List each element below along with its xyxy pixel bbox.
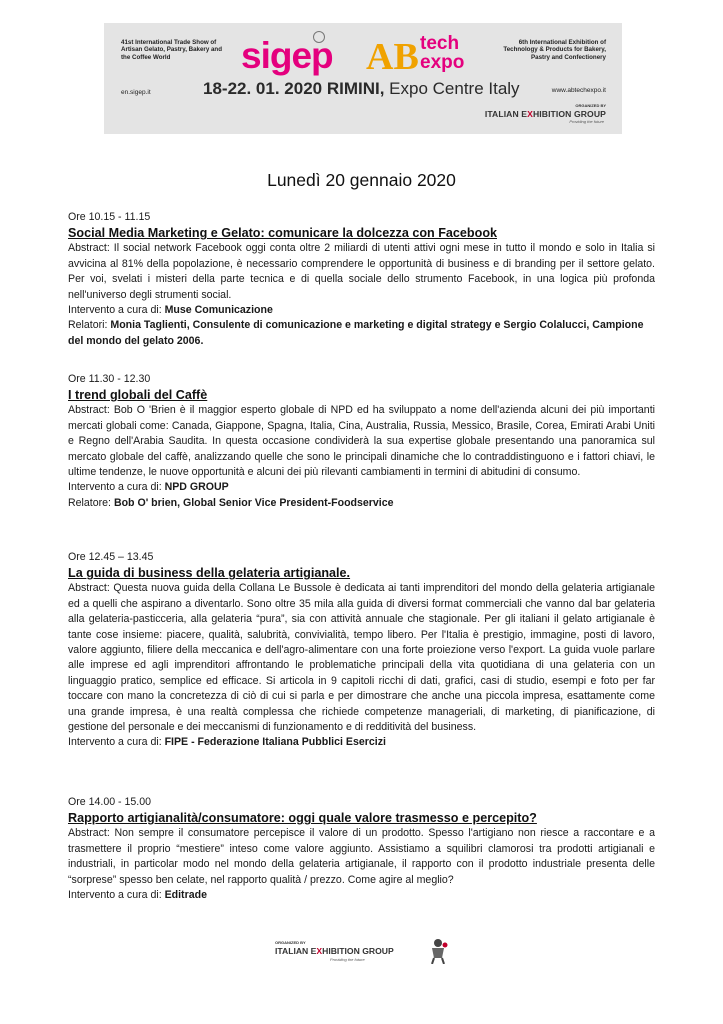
session-abstract: Abstract: Il social network Facebook oggi conta oltre 2 miliardi di utenti attivi ogni mese in tutto il mondo e solo in Italia si avvicina al 81% della popolazione, è necessario comprendere le opportunità di business e di branding per il settore gelato. Per voi, svelati i misteri della parte tecnica e di quella sociale dello strumento Facebook, in una logica più profonda nell'universo degli strumenti social. <box>68 242 655 301</box>
ieg-tagline: Providing the future <box>569 119 604 124</box>
speakers-label: Relatore: <box>68 496 114 509</box>
organizer-name: Editrade <box>164 889 207 902</box>
event-dates-bold: 18-22. 01. 2020 RIMINI, <box>203 79 385 98</box>
session-title: Social Media Marketing e Gelato: comunicare la dolcezza con Facebook <box>68 226 498 241</box>
session-organizer <box>68 888 655 903</box>
ieg-logo <box>485 109 606 119</box>
abtech-logo-expo: expo <box>420 52 465 73</box>
ieg-logo-part: HIBITION GROUP <box>532 109 606 119</box>
session-abstract: Abstract: Bob O 'Brien è il maggior esperto globale di NPD ed ha sviluppato a nome dell'azienda alcuni dei più importanti mercati globali come: Canada, Giappone, Spagna, Italia, Cina, Australia, Russia, Messico, Brasile, Corea, Emirati Arabi Uniti e Regno dell'Arabia Saudita. In questa occasione condividerà la sua expertise globale presentando una panoramica sul mercato globale del caffè, analizzando quelle che sono le principali dinamiche che lo contraddistinguono e i fattori chiavi, le ultime tendenze, le nuove opportunità e alcuni dei più rilevanti cambiamenti in termini di abitudini di consumo. <box>68 404 655 479</box>
abtech-logo-mark: AB <box>366 36 419 78</box>
sigep-logo: sigep <box>241 35 333 76</box>
abtech-url[interactable]: www.abtechexpo.it <box>551 87 606 94</box>
footer-organized-by: ORGANIZED BY <box>275 940 306 945</box>
footer-ieg-tagline: Providing the future <box>330 957 365 962</box>
ieg-logo-part: ITALIAN E <box>484 109 528 119</box>
abtech-logo-tech: tech <box>420 33 460 54</box>
session-title: Rapporto artigianalità/consumatore: oggi quale valore trasmesso e percepito? <box>68 811 537 826</box>
session-time: Ore 12.45 – 13.45 <box>68 551 154 563</box>
session-speakers <box>68 496 655 511</box>
organizer-label: Intervento a cura di: <box>68 736 165 749</box>
sigep-description: 41st International Trade Show of Artisan Gelato, Pastry, Bakery and the Coffee World <box>121 39 222 61</box>
session-title: La guida di business della gelateria artigianale. <box>68 566 351 581</box>
organizer-label: Intervento a cura di: <box>68 889 165 902</box>
organizer-name: Muse Comunicazione <box>164 304 273 317</box>
session-3 <box>68 550 655 751</box>
session-1 <box>68 210 655 349</box>
session-abstract: Abstract: Non sempre il consumatore percepisce il valore di un prodotto. Spesso l'artigiano non riesce a raccontare e a trasmettere il proprio “mestiere” inteso come valore aggiunto. Assistiamo a squilibri clamorosi tra prodotti artigianali e industriali, in particolar modo nel mondo della gelateria artigianale, il rapporto con il prodotto industriale presenta delle “sorprese” spesso ben celate, nel rapporto qualità / prezzo. Come agire al meglio? <box>68 827 655 886</box>
session-speakers <box>68 318 655 349</box>
session-title: I trend globali del Caffè <box>68 388 208 403</box>
organizer-label: Intervento a cura di: <box>68 481 165 494</box>
session-organizer <box>68 480 655 495</box>
event-venue: Expo Centre Italy <box>384 79 520 98</box>
speakers-names: Bob O' brien, Global Senior Vice President-Foodservice <box>113 496 394 509</box>
mascot-icon <box>426 938 450 964</box>
speakers-names: Monia Taglienti, Consulente di comunicazione e marketing e digital strategy e Sergio Colalucci, Campione del mondo del gelato 2006. <box>68 319 644 347</box>
page-title: Lunedì 20 gennaio 2020 <box>267 170 456 190</box>
session-time: Ore 11.30 - 12.30 <box>68 373 151 385</box>
organizer-name: NPD GROUP <box>164 481 229 494</box>
ieg-logo-x: X <box>527 109 533 119</box>
header-banner <box>104 23 622 134</box>
organized-by-label: ORGANIZED BY <box>575 103 606 108</box>
session-4 <box>68 795 655 903</box>
session-time: Ore 10.15 - 11.15 <box>68 211 151 223</box>
sigep-badge-icon <box>313 31 325 43</box>
speakers-label: Relatori: <box>68 319 111 332</box>
event-dates <box>203 79 520 99</box>
ieg-logo-part: ITALIAN E <box>275 946 317 956</box>
session-2 <box>68 372 655 511</box>
footer-ieg-logo <box>275 946 394 956</box>
sigep-url[interactable]: en.sigep.it <box>121 89 151 96</box>
ieg-logo-x: X <box>316 946 323 956</box>
organizer-name: FIPE - Federazione Italiana Pubblici Esercizi <box>164 736 386 749</box>
ieg-logo-part: HIBITION GROUP <box>322 946 394 956</box>
organizer-label: Intervento a cura di: <box>68 304 165 317</box>
session-organizer <box>68 303 655 318</box>
session-abstract: Abstract: Questa nuova guida della Collana Le Bussole è dedicata ai tanti imprenditori del mondo della gelateria artigianale ed a quelli che aspirano a diventarlo. Sono oltre 35 mila alla guida di diversi format commerciali che vanno dal bar gelateria alla gelateria-pasticceria, alla gelateria “pura”, sia con attività annuale che stagionale. Per gli italiani il gelato artigianale è tante cose insieme: piacere, qualità, salubrità, convivialità, tempo libero. Per l'Italia è prestigio, immagine, posti di lavoro, valore aggiunto, filiere della meccanica e dell'agro-alimentare con una forte proiezione verso l'export. La guida vuole parlare alle imprese ed agli imprenditori affrontando le problematiche principali della vita quotidiana di una gelateria con un linguaggio pratico, semplice ed efficace. Si articola in 9 capitoli ricchi di dati, grafici, casi di studio, esempi e foto per far toccare con mano la concretezza di ciò di cui si parla e per dimostrare che anche una piccola impresa, esattamente come una grande impresa, è una realtà complessa che richiede competenze manageriali, di marketing, di pianificazione, di gestione del personale e dei meccanismi di funzionamento e di redditività del business. <box>68 582 655 734</box>
session-organizer <box>68 735 655 750</box>
abtech-description: 6th International Exhibition of Technology & Products for Bakery, Pastry and Confectionery <box>503 39 606 61</box>
session-time: Ore 14.00 - 15.00 <box>68 796 152 808</box>
